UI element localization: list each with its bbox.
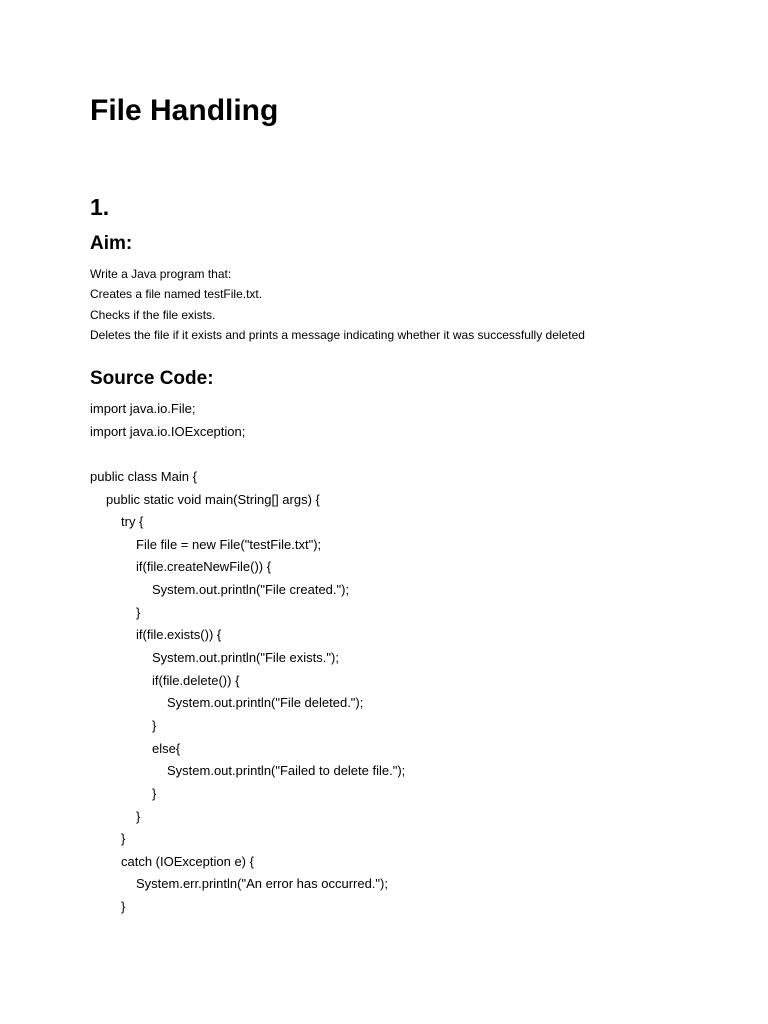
code-line: System.out.println("Failed to delete file."); xyxy=(167,763,406,779)
code-line xyxy=(90,443,405,466)
code-line: } xyxy=(136,808,141,824)
code-line: import java.io.IOException; xyxy=(90,423,246,439)
source-code-heading: Source Code: xyxy=(90,368,214,389)
code-line: } xyxy=(121,831,126,847)
code-line: System.out.println("File exists."); xyxy=(152,650,339,666)
aim-line: Checks if the file exists. xyxy=(90,307,216,322)
code-line: } xyxy=(152,785,157,801)
code-line: import java.io.File; xyxy=(90,401,196,416)
code-line: if(file.delete()) { xyxy=(152,672,240,688)
code-line: } xyxy=(136,604,141,620)
code-line: } xyxy=(152,717,157,733)
code-line: catch (IOException e) { xyxy=(121,853,254,869)
document-title: File Handling xyxy=(90,94,279,127)
code-line: try { xyxy=(121,514,144,530)
aim-line: Deletes the file if it exists and prints a message indicating whether it was successfully deleted xyxy=(90,327,585,342)
aim-text xyxy=(90,264,585,345)
code-line: if(file.exists()) { xyxy=(136,627,222,643)
code-line: System.out.println("File created."); xyxy=(152,582,350,598)
code-line: } xyxy=(121,899,126,915)
code-line: File file = new File("testFile.txt"); xyxy=(136,536,322,552)
section-number: 1. xyxy=(90,194,110,220)
aim-line: Write a Java program that: xyxy=(90,267,232,281)
code-line: public static void main(String[] args) { xyxy=(106,491,320,507)
code-line: if(file.createNewFile()) { xyxy=(136,559,272,575)
code-line: System.err.println("An error has occurred."); xyxy=(136,876,388,892)
code-line: else{ xyxy=(152,740,181,756)
code-line: public class Main { xyxy=(90,468,197,484)
code-line: System.out.println("File deleted."); xyxy=(167,695,364,711)
source-code-block xyxy=(90,398,405,919)
aim-line: Creates a file named testFile.txt. xyxy=(90,287,263,302)
aim-heading: Aim: xyxy=(90,233,133,254)
